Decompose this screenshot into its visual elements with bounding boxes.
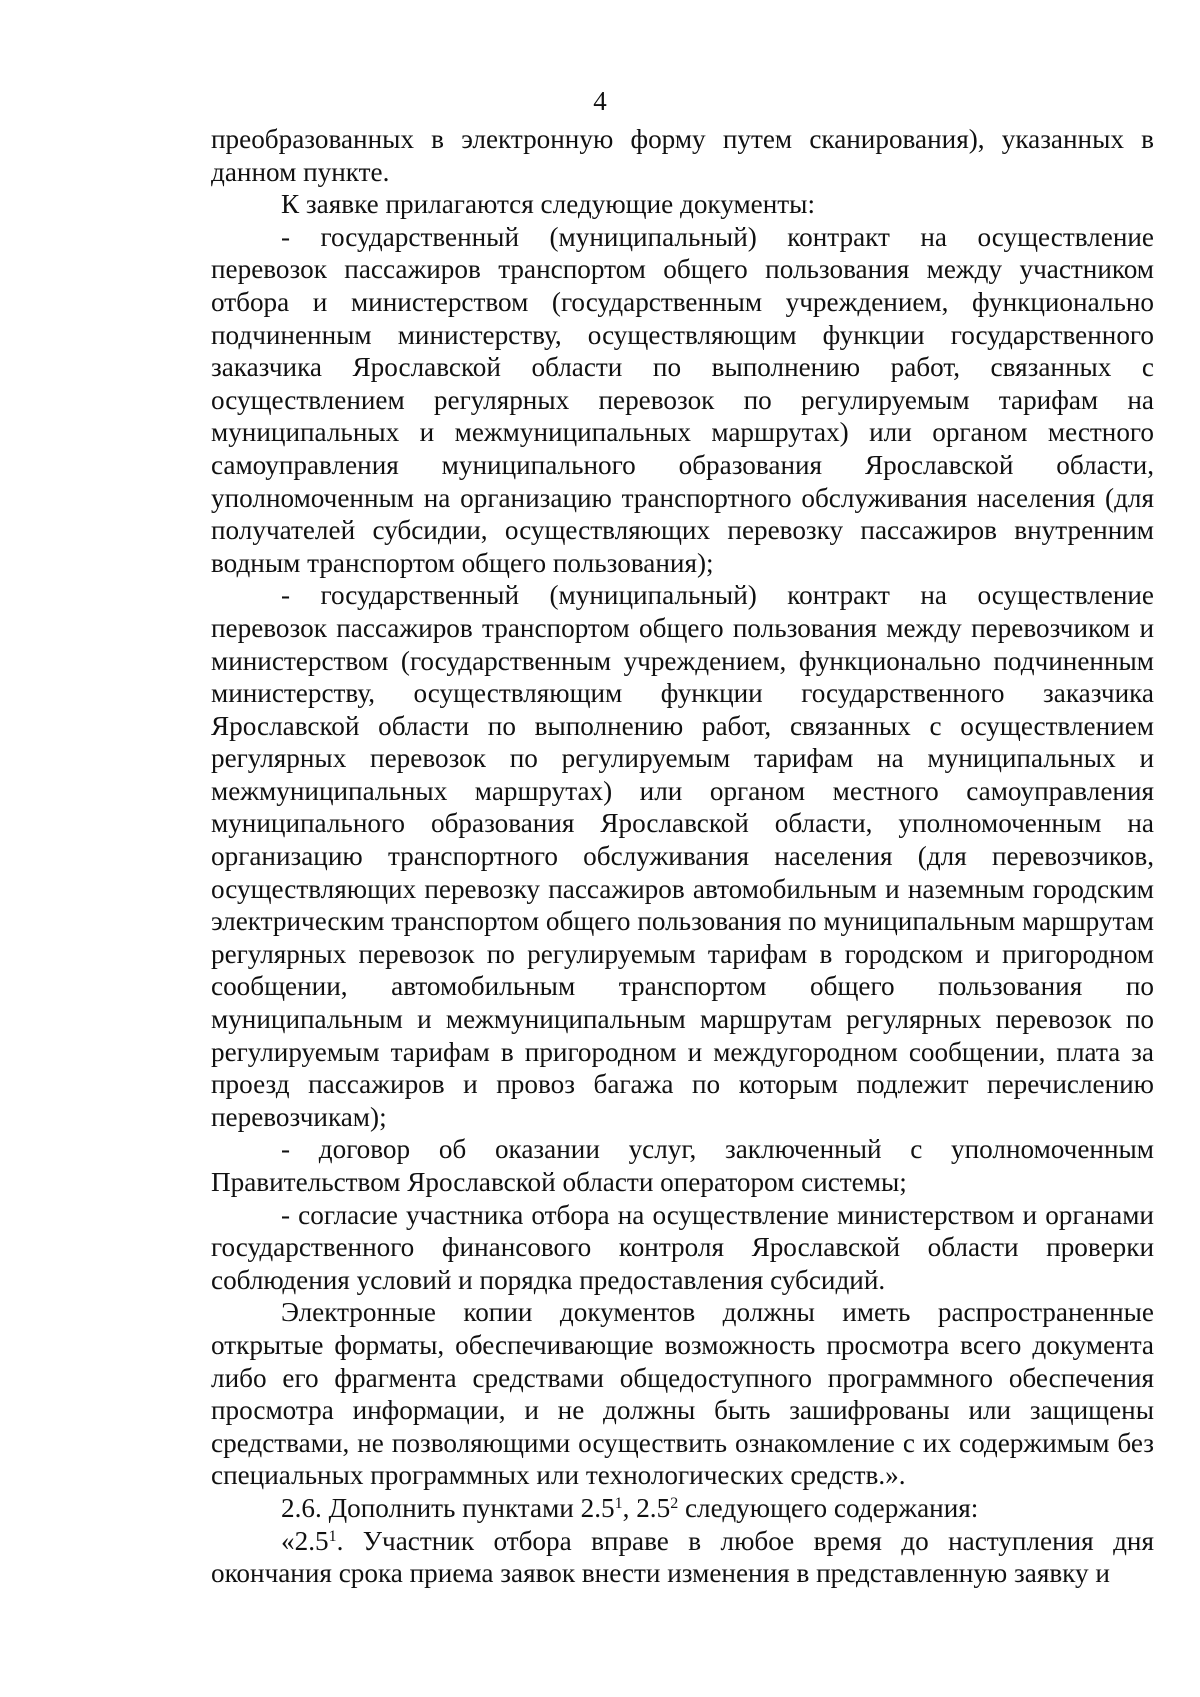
list-item-service-agreement: - договор об оказании услуг, заключенный с уполномоченным Правительством Ярославской области оператором системы; <box>211 1134 1154 1197</box>
paragraph-attachments-intro: К заявке прилагаются следующие документы: <box>281 189 815 220</box>
paragraph-item-2-5-1 <box>211 1525 1154 1590</box>
list-item-contract-participant: - государственный (муниципальный) контракт на осуществление перевозок пассажиров транспортом общего пользования между участником отбора и министерством (государственным учреждением, функционально подчиненным министерству, осуществляющим функции государственного заказчика Ярославской области по выполнению работ, связанных с осуществлением регулярных перевозок по регулируемым тарифам на муниципальных и межмуниципальных маршрутах) или органом местного самоуправления муниципального образования Ярославской области, уполномоченным на организацию транспортного обслуживания населения (для получателей субсидии, осуществляющих перевозку пассажиров внутренним водным транспортом общего пользования); <box>211 221 1154 578</box>
item-2-6-sup-1: 1 <box>614 1495 623 1513</box>
item-2-6-middle: , 2.5 <box>622 1492 671 1523</box>
paragraph-continuation: преобразованных в электронную форму путем сканирования), указанных в данном пункте. <box>211 124 1154 187</box>
paragraph-item-2-6 <box>211 1492 1154 1525</box>
item-2-6-prefix: 2.6. Дополнить пунктами 2.5 <box>281 1492 615 1523</box>
item-2-5-1-sup: 1 <box>328 1527 337 1545</box>
item-2-6-suffix: следующего содержания: <box>678 1492 979 1523</box>
item-2-6-sup-2: 2 <box>670 1495 679 1513</box>
paragraph-electronic-copies: Электронные копии документов должны иметь распространенные открытые форматы, обеспечивающие возможность просмотра всего документа либо его фрагмента средствами общедоступного программного обеспечения просмотра информации, и не должны быть зашифрованы или защищены средствами, не позволяющими осуществить ознакомление с их содержимым без специальных программных или технологических средств.». <box>211 1297 1154 1491</box>
list-item-contract-carrier: - государственный (муниципальный) контракт на осуществление перевозок пассажиров транспортом общего пользования между перевозчиком и министерством (государственным учреждением, функционально подчиненным министерству, осуществляющим функции государственного заказчика Ярославской области по выполнению работ, связанных с осуществлением регулярных перевозок по регулируемым тарифам на муниципальных и межмуниципальных маршрутах) или органом местного самоуправления муниципального образования Ярославской области, уполномоченным на организацию транспортного обслуживания населения (для перевозчиков, осуществляющих перевозку пассажиров автомобильным и наземным городским электрическим транспортом общего пользования по муниципальным маршрутам регулярных перевозок по регулируемым тарифам в городском и пригородном сообщении, автомобильным транспортом общего пользования по муниципальным и межмуниципальным маршрутам регулярных перевозок по регулируемым тарифам в пригородном и междугородном сообщении, плата за проезд пассажиров и провоз багажа по которым подлежит перечислению перевозчикам); <box>211 580 1154 1132</box>
document-body <box>211 123 1154 1590</box>
item-2-5-1-text: . Участник отбора вправе в любое время до наступления дня окончания срока приема заявок внести изменения в представленную заявку и <box>211 1525 1154 1589</box>
list-item-consent: - согласие участника отбора на осуществление министерством и органами государственного финансового контроля Ярославской области проверки соблюдения условий и порядка предоставления субсидий. <box>211 1199 1154 1295</box>
item-2-5-1-prefix: «2.5 <box>281 1525 329 1556</box>
page-number: 4 <box>593 86 607 116</box>
